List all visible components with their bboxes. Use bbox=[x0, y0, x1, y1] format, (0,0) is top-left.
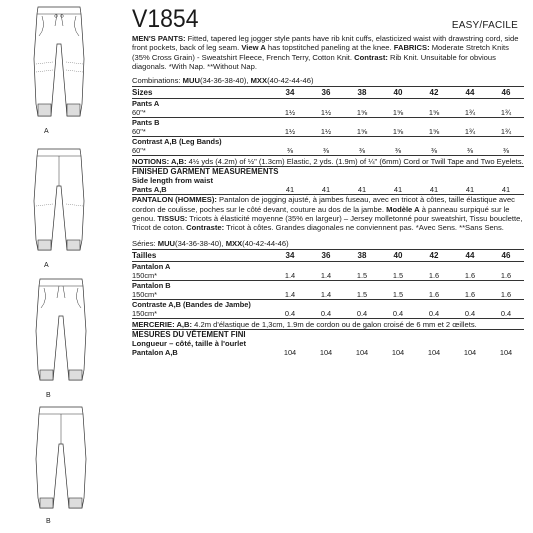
french-description bbox=[132, 194, 524, 232]
content-column bbox=[132, 6, 524, 357]
pants-a-back-illustration bbox=[24, 146, 94, 258]
value-cell: 1¾ bbox=[464, 108, 476, 118]
finished-measurements-title: FINISHED GARMENT MEASUREMENTS bbox=[132, 166, 524, 176]
sizes-label: Sizes bbox=[132, 87, 272, 99]
combo-muu: MUU bbox=[182, 76, 200, 86]
value-cell: 0.4 bbox=[500, 308, 512, 318]
notions-text: 4½ yds (4.2m) of ½" (1.3cm) Elastic, 2 yds. (1.9m) of ¼" (6mm) Cord or Twill Tape and Two Eyelets. bbox=[186, 157, 524, 167]
table-row bbox=[132, 348, 524, 357]
value-cell: 1.6 bbox=[464, 270, 476, 280]
value-cell: 1.5 bbox=[356, 289, 368, 299]
value-cell: ⅜ bbox=[430, 146, 438, 156]
table-row bbox=[132, 261, 524, 271]
value-cell: 1.5 bbox=[392, 270, 404, 280]
french-description-body: Pantalon de jogging ajusté, à jambes fuseau, avec en tricot à côtes, taille élastique avec cordon de coulisse, poches sur le côté devant, couture au dos de la jambe. bbox=[132, 195, 515, 214]
french-description-title: PANTALON (HOMMES): bbox=[132, 195, 217, 205]
table-row bbox=[132, 146, 524, 155]
english-description bbox=[132, 34, 524, 71]
tailles-label: Tailles bbox=[132, 249, 272, 261]
value-cell: 1¾ bbox=[500, 108, 512, 118]
value-cell: 1¾ bbox=[464, 127, 476, 137]
view-a-text: has topstitched paneling at the knee. bbox=[265, 43, 394, 53]
size-cell: 36 bbox=[308, 87, 344, 99]
series-label: Séries: bbox=[132, 238, 158, 248]
series-mxx-sizes: (40-42-44-46) bbox=[242, 238, 289, 248]
value-cell: 0.4 bbox=[284, 308, 296, 318]
contraste-ab-label: Contraste A,B (Bandes de Jambe) bbox=[132, 299, 524, 309]
value-cell: 104 bbox=[355, 347, 369, 357]
value-cell: 0.4 bbox=[464, 308, 476, 318]
width-cell: 150cm* bbox=[132, 308, 158, 318]
size-cell: 42 bbox=[416, 249, 452, 261]
combo-mxx: MXX bbox=[250, 76, 268, 86]
value-cell: 1¾ bbox=[500, 127, 512, 137]
illustrations-column bbox=[14, 0, 124, 533]
value-cell: 1½ bbox=[320, 127, 332, 137]
mesures-subtitle: Longueur – côté, taille à l'ourlet bbox=[132, 338, 247, 348]
mesures-table bbox=[132, 348, 524, 357]
value-cell: 1.4 bbox=[284, 289, 296, 299]
series-line bbox=[132, 239, 524, 249]
size-cell: 46 bbox=[488, 249, 524, 261]
value-cell: ⅜ bbox=[394, 146, 402, 156]
table-row bbox=[132, 127, 524, 137]
value-cell: 1⅝ bbox=[392, 127, 404, 137]
size-cell: 40 bbox=[380, 87, 416, 99]
english-notions bbox=[132, 155, 524, 166]
table-row bbox=[132, 185, 524, 194]
value-cell: 104 bbox=[499, 347, 513, 357]
mesures-title: MESURES DU VÊTEMENT FINI bbox=[132, 329, 524, 339]
size-cell: 44 bbox=[452, 249, 488, 261]
pants-b-front-illustration bbox=[26, 276, 96, 388]
contraste-label: Contraste: bbox=[186, 223, 225, 233]
size-cell: 42 bbox=[416, 87, 452, 99]
size-cell: 38 bbox=[344, 87, 380, 99]
value-cell: 1⅝ bbox=[356, 127, 368, 137]
size-cell: 36 bbox=[308, 249, 344, 261]
size-cell: 40 bbox=[380, 249, 416, 261]
value-cell: 0.4 bbox=[356, 308, 368, 318]
value-cell: 1⅝ bbox=[428, 108, 440, 118]
value-cell: 0.4 bbox=[428, 308, 440, 318]
pants-b-back-illustration bbox=[26, 404, 96, 516]
series-mxx: MXX bbox=[225, 238, 243, 248]
value-cell: 104 bbox=[283, 347, 297, 357]
value-cell: 104 bbox=[463, 347, 477, 357]
value-cell: 41 bbox=[285, 185, 295, 195]
value-cell: 1.6 bbox=[428, 289, 440, 299]
table-row bbox=[132, 108, 524, 118]
series-muu-sizes: (34-36-38-40), bbox=[175, 238, 226, 248]
value-cell: 1.6 bbox=[428, 270, 440, 280]
size-cell: 34 bbox=[272, 249, 308, 261]
width-cell: 150cm* bbox=[132, 270, 158, 280]
size-cell: 44 bbox=[452, 87, 488, 99]
tissus-label: TISSUS: bbox=[157, 213, 188, 223]
table-row bbox=[132, 290, 524, 300]
illustration-label: A bbox=[44, 128, 49, 135]
value-cell: 0.4 bbox=[320, 308, 332, 318]
table-row bbox=[132, 137, 524, 147]
series-muu: MUU bbox=[157, 238, 176, 248]
description-title: MEN'S PANTS: bbox=[132, 34, 186, 43]
value-cell: 1.6 bbox=[464, 289, 476, 299]
value-cell: 104 bbox=[391, 347, 405, 357]
contrast-label: Contrast: bbox=[354, 52, 388, 62]
french-yardage-table bbox=[132, 249, 524, 318]
finished-subtitle: Side length from waist bbox=[132, 176, 214, 186]
value-cell: 104 bbox=[427, 347, 441, 357]
value-cell: 1½ bbox=[284, 108, 296, 118]
difficulty-label: EASY/FACILE bbox=[451, 20, 518, 31]
combo-muu-sizes: (34-36-38-40), bbox=[199, 76, 251, 86]
value-cell: 1.4 bbox=[320, 289, 332, 299]
width-cell: 60"* bbox=[132, 146, 146, 156]
table-row bbox=[132, 309, 524, 318]
width-cell: 60"* bbox=[132, 127, 146, 137]
description-body: Fitted, tapered leg jogger style pants have rib knit cuffs, elasticized waist with drawstring cord, side front pockets, back of leg seam. bbox=[132, 34, 519, 53]
value-cell: 1⅝ bbox=[356, 108, 368, 118]
pattern-number: V1854 bbox=[132, 5, 199, 33]
size-cell: 46 bbox=[488, 87, 524, 99]
fabrics-text: Moderate Stretch Knits (35% Cross Grain) - Sweatshirt Fleece, French Terry, Cotton Knit. bbox=[132, 43, 509, 62]
size-cell: 34 bbox=[272, 87, 308, 99]
mercerie-label: MERCERIE: A,B: bbox=[132, 319, 193, 329]
value-cell: 41 bbox=[357, 185, 367, 195]
mesures-row-label: Pantalon A,B bbox=[132, 347, 178, 357]
value-cell: 41 bbox=[321, 185, 331, 195]
view-a-label: View A bbox=[241, 43, 266, 53]
value-cell: ⅜ bbox=[466, 146, 474, 156]
combinations-label: Combinations: bbox=[132, 76, 183, 86]
width-cell: 150cm* bbox=[132, 289, 158, 299]
finished-measurements-table bbox=[132, 185, 524, 194]
model-a-label: Modèle A bbox=[386, 204, 420, 214]
illustration-label: A bbox=[44, 262, 49, 269]
width-cell: 60"* bbox=[132, 108, 146, 118]
pantalon-a-label: Pantalon A bbox=[132, 261, 524, 271]
value-cell: ⅜ bbox=[502, 146, 510, 156]
pants-a-front-illustration bbox=[24, 4, 94, 126]
value-cell: 104 bbox=[319, 347, 333, 357]
table-row bbox=[132, 118, 524, 128]
size-cell: 38 bbox=[344, 249, 380, 261]
combinations-line bbox=[132, 76, 524, 86]
value-cell: 0.4 bbox=[392, 308, 404, 318]
illustration-label: B bbox=[46, 392, 51, 399]
illustration-label: B bbox=[46, 518, 51, 525]
tissus-text: Tricots à élasticité moyenne (35% en largeur) – Jersey molletonné pour sweatshirt, Tissu bouclette, Tricot de coton. bbox=[132, 213, 523, 233]
value-cell: 1½ bbox=[320, 108, 332, 118]
value-cell: 1.5 bbox=[392, 289, 404, 299]
mercerie-text: 4.2m d'élastique de 1,3cm, 1.9m de cordon ou de galon croisé de 6 mm et 2 œillets. bbox=[192, 319, 477, 329]
model-a-text: à panneau surpiqué sur le genou. bbox=[132, 204, 510, 223]
value-cell: 1.5 bbox=[356, 270, 368, 280]
sizes-row bbox=[132, 87, 524, 99]
value-cell: ⅜ bbox=[322, 146, 330, 156]
pants-a-label: Pants A bbox=[132, 99, 524, 109]
value-cell: 1.6 bbox=[500, 270, 512, 280]
table-row bbox=[132, 99, 524, 109]
pantalon-b-label: Pantalon B bbox=[132, 280, 524, 290]
value-cell: 41 bbox=[393, 185, 403, 195]
value-cell: 1⅝ bbox=[392, 108, 404, 118]
value-cell: 41 bbox=[465, 185, 475, 195]
table-row bbox=[132, 299, 524, 309]
fabrics-label: FABRICS: bbox=[393, 43, 430, 53]
value-cell: 1.4 bbox=[320, 270, 332, 280]
value-cell: ⅜ bbox=[358, 146, 366, 156]
value-cell: 1½ bbox=[284, 127, 296, 137]
value-cell: 1.6 bbox=[500, 289, 512, 299]
finished-row-label: Pants A,B bbox=[132, 185, 167, 195]
pants-b-label: Pants B bbox=[132, 118, 524, 128]
table-row bbox=[132, 271, 524, 281]
contraste-text: Tricot à côtes. Grandes diagonales ne conviennent pas. *Avec Sens. **Sans Sens. bbox=[224, 223, 504, 233]
contrast-text: Rib Knit. Unsuitable for obvious diagonals. *With Nap. **Without Nap. bbox=[132, 52, 496, 71]
value-cell: ⅜ bbox=[286, 146, 294, 156]
value-cell: 1⅝ bbox=[428, 127, 440, 137]
notions-label: NOTIONS: A,B: bbox=[132, 157, 187, 167]
french-mercerie bbox=[132, 318, 524, 329]
table-row bbox=[132, 280, 524, 290]
contrast-ab-label: Contrast A,B (Leg Bands) bbox=[132, 137, 524, 147]
sizes-row bbox=[132, 249, 524, 261]
value-cell: 1.4 bbox=[284, 270, 296, 280]
english-yardage-table bbox=[132, 86, 524, 155]
combo-mxx-sizes: (40-42-44-46) bbox=[267, 76, 314, 86]
value-cell: 41 bbox=[501, 185, 511, 195]
value-cell: 41 bbox=[429, 185, 439, 195]
